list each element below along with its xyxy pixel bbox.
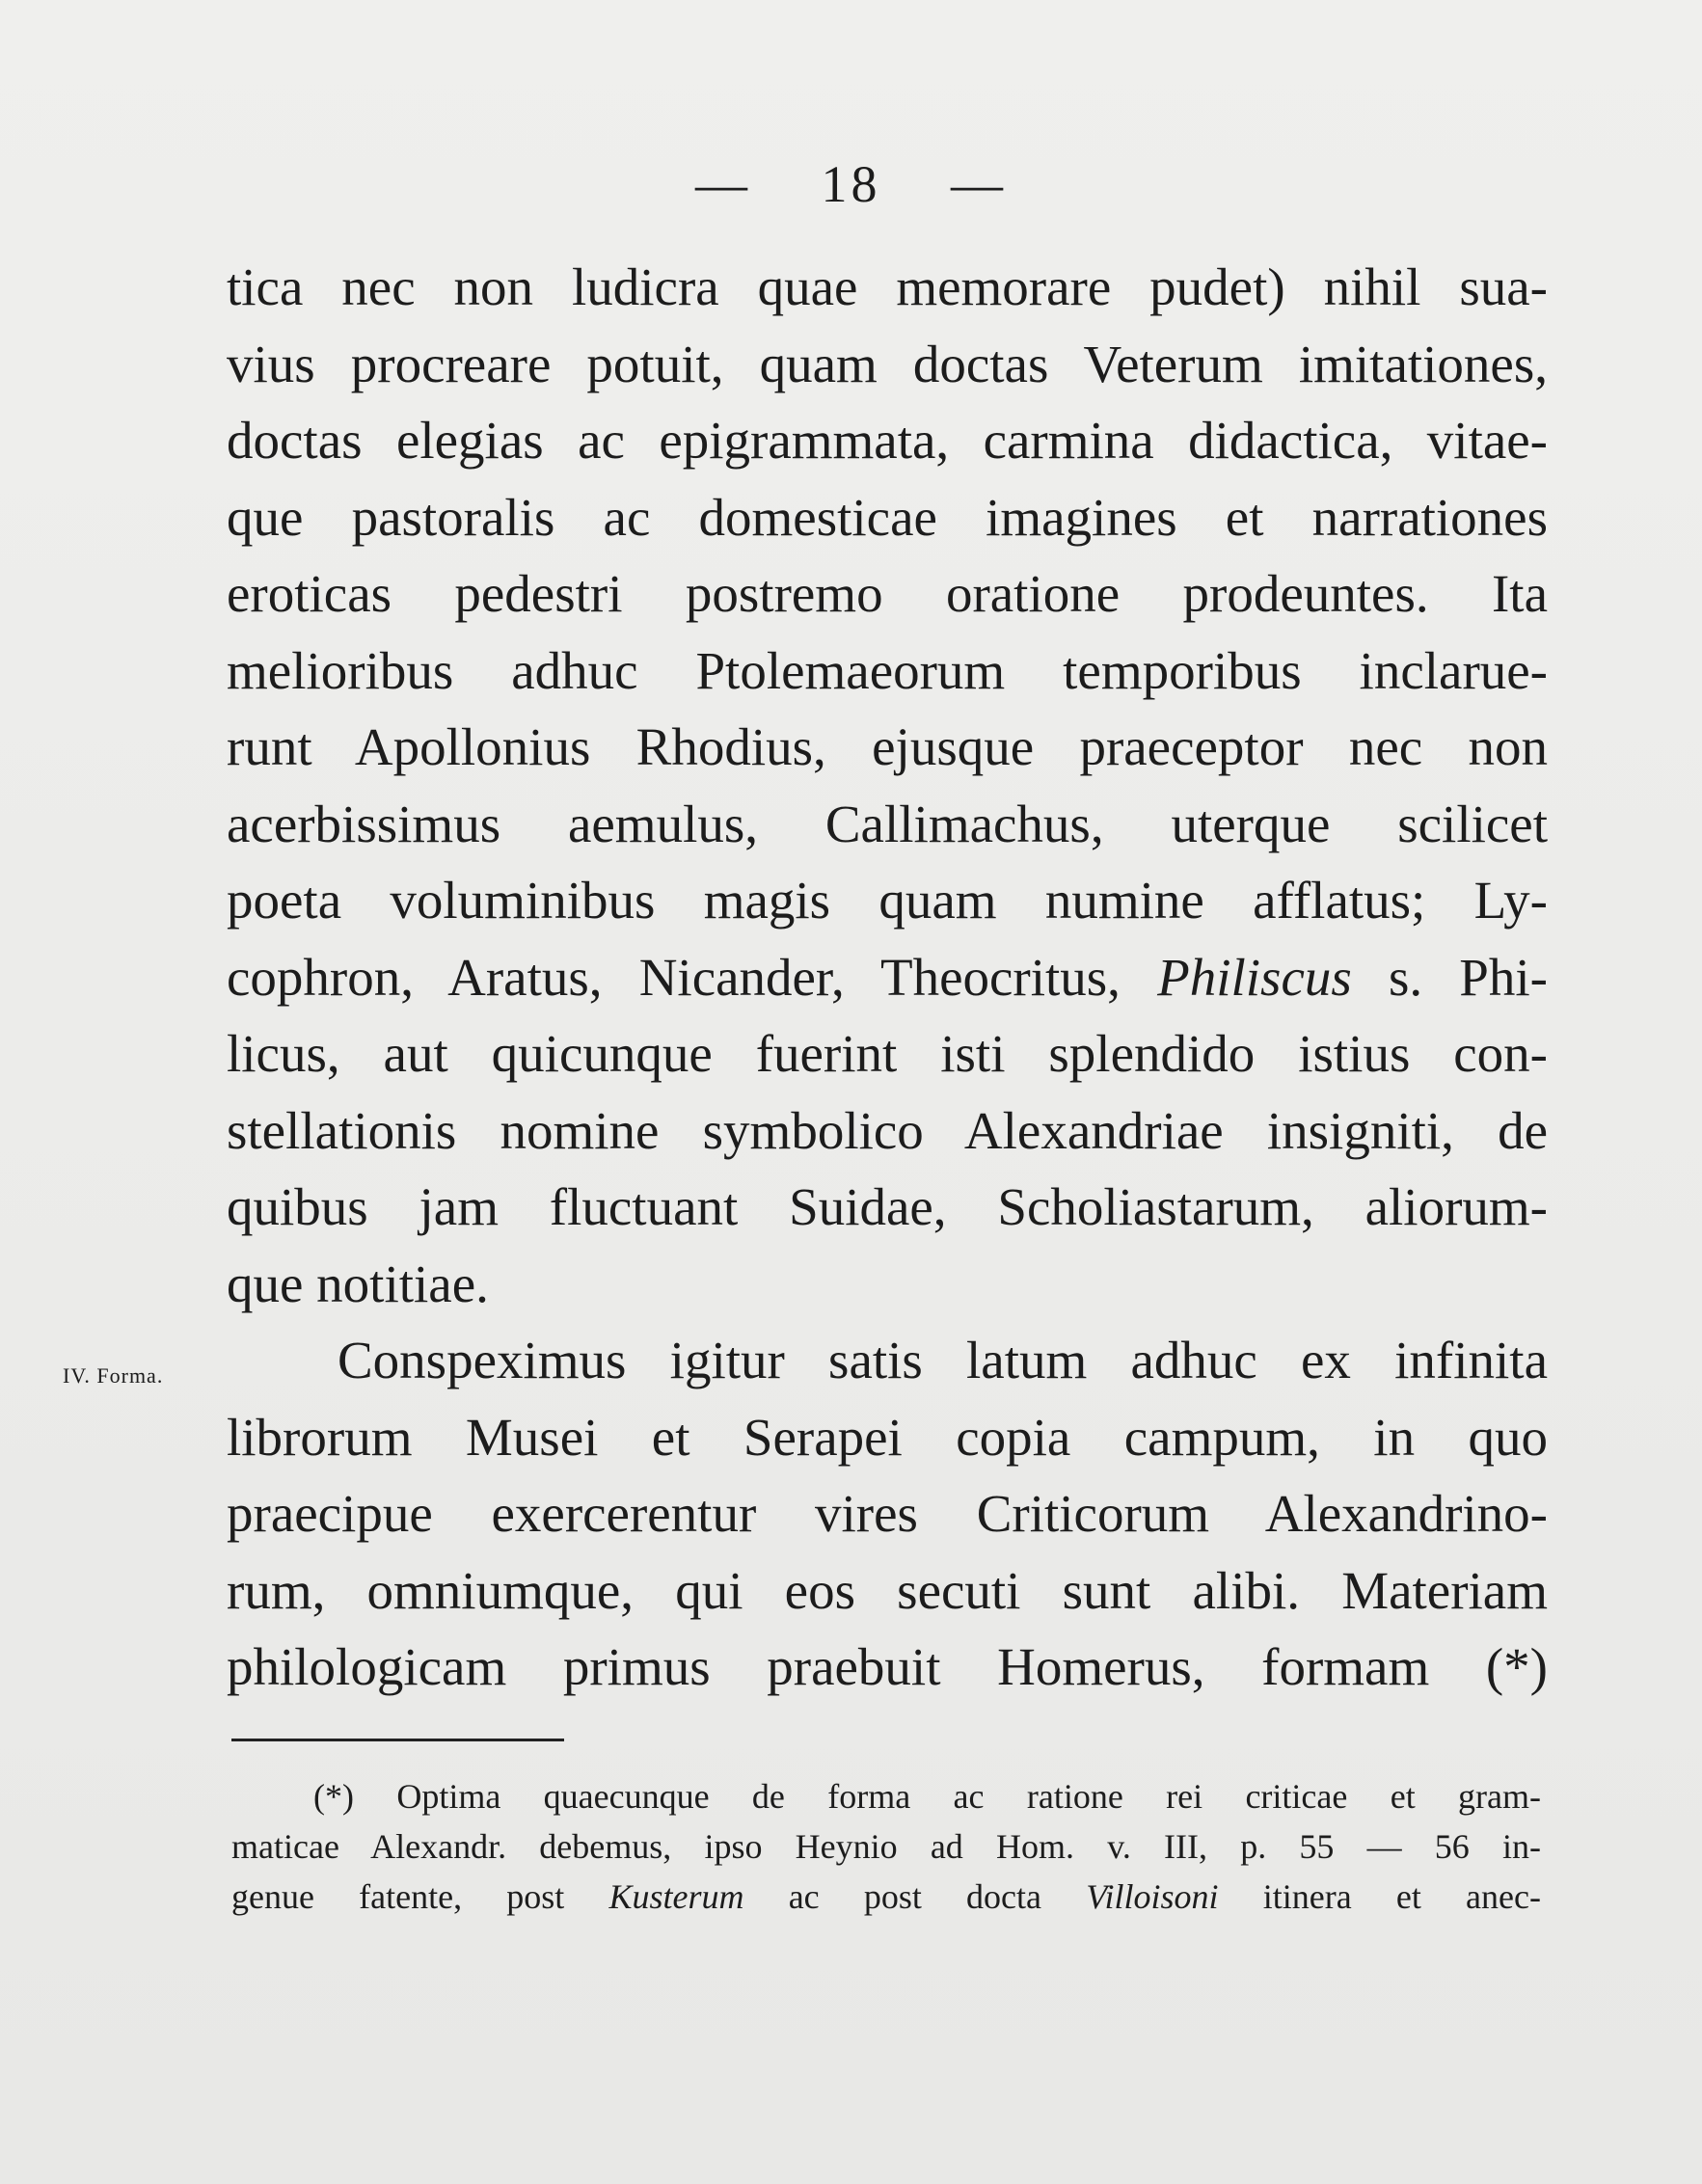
text-line [227,939,1548,1016]
text-line: que notitiae. [227,1254,489,1313]
text-segment: ac post docta [743,1877,1087,1916]
footnote-line [231,1872,1541,1922]
text-segment: itinera et anec- [1218,1877,1541,1916]
italic-name: Philiscus [1157,947,1352,1007]
text-line: librorum Musei et Serapei copia campum, in quo [227,1407,1548,1467]
text-line: eroticas pedestri postremo oratione prodeuntes. Ita [227,564,1548,623]
text-line: que pastoralis ac domesticae imagines et narrationes [227,487,1548,547]
text-line: tica nec non ludicra quae memorare pudet) nihil sua- [227,257,1548,316]
text-line: poeta voluminibus magis quam numine afflatus; Ly- [227,871,1548,930]
text-segment: cophron, Aratus, Nicander, Theocritus, [227,947,1158,1007]
italic-name: Villoisoni [1086,1877,1219,1916]
paragraph-start-line: Conspeximus igitur satis latum adhuc ex infinita [338,1331,1548,1389]
footnote-divider [231,1739,564,1741]
margin-note: IV. Forma. [63,1363,164,1388]
text-line: runt Apollonius Rhodius, ejusque praeceptor nec non [227,717,1548,776]
text-line: stellationis nomine symbolico Alexandriae insigniti, de [227,1100,1548,1160]
header-dash-left: — [695,155,751,213]
page-number: 18 [821,155,881,213]
footnote-line: (*) Optima quaecunque de forma ac ratione rei criticae et gram- [313,1777,1541,1816]
text-segment: s. Phi- [1351,947,1548,1007]
text-line: praecipue exercerentur vires Criticorum Alexandrino- [227,1484,1548,1543]
body-text [227,249,1548,1706]
page-header [0,154,1702,214]
text-line: rum, omniumque, qui eos secuti sunt alibi. Materiam [227,1560,1548,1620]
text-line: quibus jam fluctuant Suidae, Scholiastarum, aliorum- [227,1177,1548,1236]
text-line: licus, aut quicunque fuerint isti splendido istius con- [227,1024,1548,1083]
text-line: philologicam primus praebuit Homerus, formam (*) [227,1637,1548,1696]
header-dash-right: — [951,155,1007,213]
text-line: melioribus adhuc Ptolemaeorum temporibus inclarue- [227,640,1548,700]
footnote [231,1771,1541,1922]
text-line: acerbissimus aemulus, Callimachus, uterque scilicet [227,794,1548,853]
footnote-line: maticae Alexandr. debemus, ipso Heynio ad Hom. v. III, p. 55 — 56 in- [231,1827,1541,1866]
text-line: doctas elegias ac epigrammata, carmina didactica, vitae- [227,411,1548,470]
text-line: vius procreare potuit, quam doctas Veterum imitationes, [227,334,1548,393]
italic-name: Kusterum [608,1877,744,1916]
text-segment: genue fatente, post [231,1877,609,1916]
